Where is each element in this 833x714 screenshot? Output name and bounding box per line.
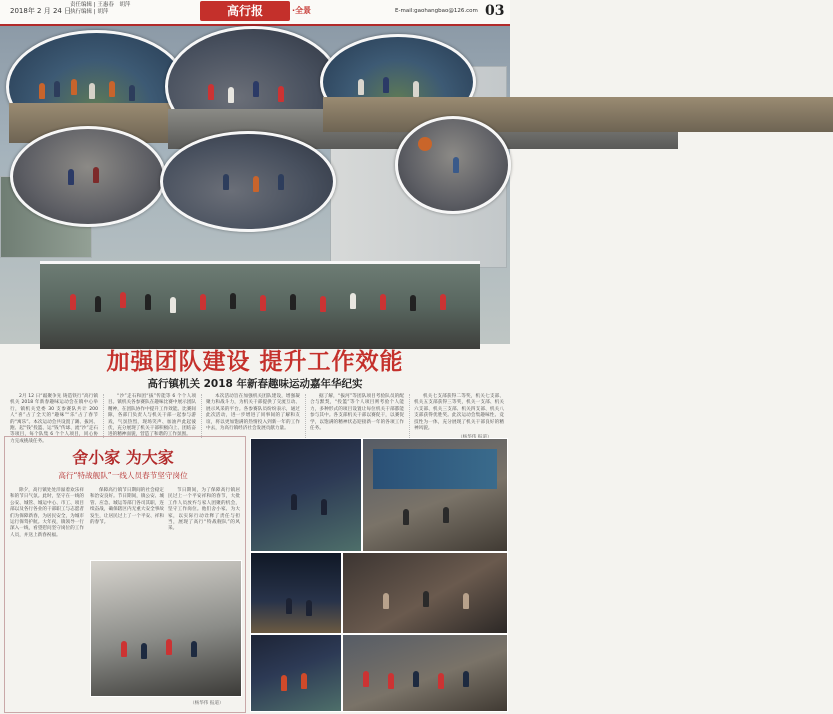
editors-line-2: 执行编辑 | 胡萍 (70, 9, 109, 15)
article2-column-1 (10, 488, 84, 668)
editors-line-1: 责任编辑 | 王惠春 胡萍 (70, 2, 131, 8)
issue-date: 2018年 2 月 24 日 (10, 7, 72, 15)
section-name: ·全景 (292, 6, 312, 15)
article2-column-2 (90, 488, 164, 548)
article2-col2-text: 保障高行镇节日期间的社会稳定和治安良好。节日期间，镇公安、城管、应急、城运等部门各司其职，连续奋战，确保辖区内无重大安全事故发生，让居民过上了一个平安、祥和的春节。 (90, 488, 164, 526)
article1-column-2 (108, 394, 196, 440)
article1-column-1 (10, 394, 98, 444)
night-inspection-photo (250, 552, 342, 634)
article2-column-3 (168, 488, 240, 548)
article2-col3-text: 节日期间，为了保障高行镇居民过上一个平安祥和的春节，大批工作人员放弃与家人团聚的机会，坚守工作岗位。他们舍小家、为大家，以实际行动诠释了责任与担当，展现了高行“特战舰队”的风采。 (168, 488, 240, 532)
monitor-wall (373, 449, 497, 489)
contact-email: E-mail:gaohangbao@126.com (395, 8, 478, 14)
volunteer-group-photo (342, 634, 508, 712)
night-patrol-photo (90, 560, 242, 697)
article1-column-4 (310, 394, 404, 440)
article2-col1-text: 除夕，高行镇处处洋溢着欢乐祥和的节日气氛。此时，坚守在一线的公安、城管、城运中心、市工、项目部以及各行各业的干部职工与志愿者们为保障新春，为居民安全，为城市运行保驾护航。大年夜，镇领导一行深入一线，看望慰问坚守岗位的工作人员，并送上新春祝福。 (10, 488, 84, 538)
basketball-icon (418, 137, 432, 151)
article-headline: 加强团队建设 提升工作效能 (106, 348, 404, 375)
command-center-photo (362, 438, 508, 552)
article2-subheadline: 高行“特战舰队”一线人员春节坚守岗位 (58, 471, 188, 480)
basketball-photo (395, 116, 511, 214)
article1-col4-text: 据了解，“拔河”等团队项目考验队员的配合与默契，“投篮”等个人项目则考验个人能力，多种形式的项目设置让每位机关干部都能参与其中。各支部机关干部以赛促干，以赛促学，以饱满的精神状态迎接新一年的各项工作任务。 (310, 394, 404, 432)
newspaper-logo: 高行报 (200, 1, 290, 21)
article1-column-3 (206, 394, 300, 440)
relay-race-photo (165, 26, 341, 147)
article1-col1-text: 2月 12 日“敲聚争先 铸造铁行”高行镇机关 2018 年新春趣味运动会在镇中心举行，镇机关党委 30 支参赛队共计 200 人“喜”占了全天的“趣味”“乐”占了春节的“寓乐”。本次运动会共设置了踢、拔河、跑、起“钱”投篮、运“钱”传球、流“沙”走石等项目，每个队集 6 个个人项目，同心协力完成挑战任务。 (10, 394, 98, 444)
article1-col2-text: “沙”走石和团“拔”传能等 6 个个人项目。镇机关各参赛队在趣味比赛中展示团队精神，在团队协作中提升工作效能。比赛间隙，各部门负责人与机关干部一起参与游戏，气氛热烈，现场笑声、加油声此起彼伏，充分展现了机关干部积极向上、团结奋进的精神面貌，营造了和谐的工作氛围。 (108, 394, 196, 438)
article-subheadline: 高行镇机关 2018 年新春趣味运动嘉年华纪实 (147, 378, 363, 390)
article2-headline: 舍小家 为大家 (72, 448, 174, 467)
article2-byline: （杨华伟 报道） (190, 701, 224, 706)
page-number: 03 (485, 3, 505, 19)
article1-col3-text: 本次活动旨在加强机关团队建设，增强凝聚力和战斗力，为机关干部提供了交流互动、展示风采的平台。各参赛队员纷纷表示，通过此次活动，进一步增进了同事间的了解和友谊，将以更加饱满的热情投入到新一年的工作中去，为高行镇经济社会发展贡献力量。 (206, 394, 300, 432)
control-room-photo (250, 438, 362, 552)
meeting-photo (342, 552, 508, 634)
street-patrol-photo (250, 634, 342, 712)
article1-column-5 (414, 394, 504, 434)
group-photo (40, 261, 480, 349)
article1-col5-text: 机关七支部获得二等奖，机关七支部、机关五支部获得三等奖，机关一支部、机关六支部、机关三支部、机关四支部、机关八支部获得优胜奖。此次运动会集趣味性、竞技性为一体，充分展现了机关干部良好的精神风貌。 (414, 394, 504, 432)
bowling-photo (10, 126, 166, 227)
jump-rope-photo (160, 131, 336, 232)
sports-photo-collage (0, 26, 510, 344)
editors-block (70, 2, 130, 16)
